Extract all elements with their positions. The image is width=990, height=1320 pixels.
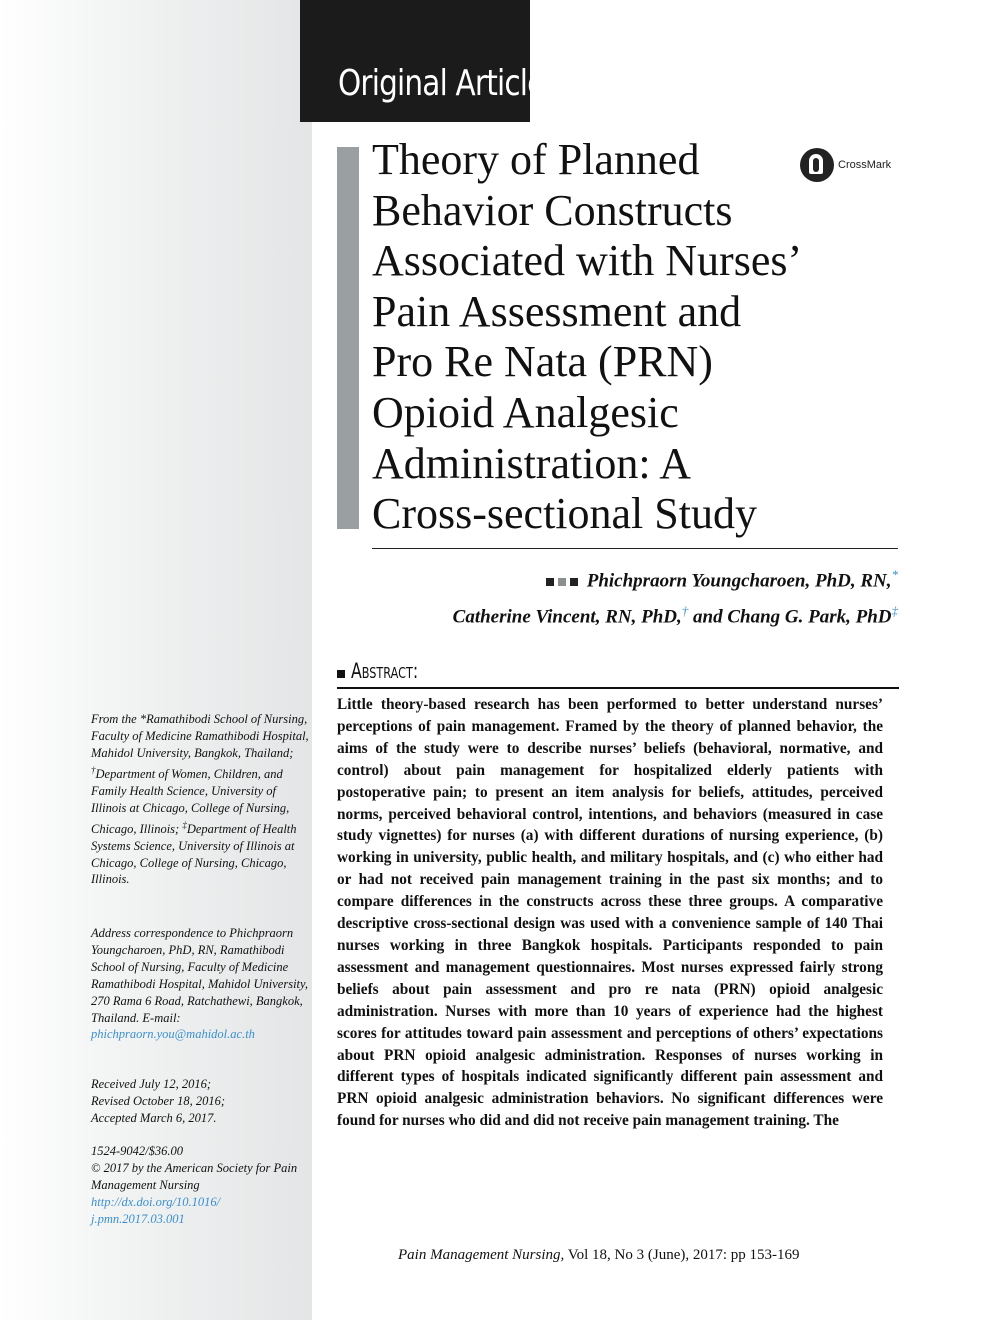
revised-date: Revised October 18, 2016; [91,1093,225,1108]
copyright: © 2017 by the American Society for Pain Management Nursing [91,1160,298,1192]
square-icon [570,578,578,586]
dates-block [91,1076,313,1127]
correspondence-block [91,925,313,1043]
author-line-2 [340,596,898,632]
author-list [340,560,898,633]
affiliation-2-mark: † [91,764,96,775]
title-accent-bar [337,147,359,529]
accepted-date: Accepted March 6, 2017. [91,1110,217,1125]
author-3: Chang G. Park, PhD [727,606,892,628]
affiliation-3: Department of Health Systems Science, University of Illinois at Chicago, College of Nursing, Chicago, Illinois. [91,821,297,887]
affiliations [91,711,313,888]
abstract-heading-label: Abstract: [351,659,419,683]
title-divider [372,548,898,549]
author-line-1 [340,560,898,596]
journal-name: Pain Management Nursing, [398,1247,565,1263]
crossmark-icon [800,148,834,182]
square-icon [558,578,566,586]
article-type-label: Original Article [338,63,545,104]
publication-block [91,1143,313,1228]
journal-citation [398,1247,800,1264]
author-conjunction: and [688,606,728,628]
bullet-icon [337,670,345,678]
abstract-text: Little theory-based research has been performed to better understand nurses’ perceptions of pain management. Framed by the theory of planned behavior, the aims of the study were to describe nurses’ beliefs (behavioral, normative, and control) about pain management for hospitalized elderly patients with postoperative pain; to present an item analysis for beliefs, attitudes, perceived norms, perceived behavioral control, intentions, and behaviors (measured in case study vignettes) for nurses (a) with different durations of nursing experience, (b) working in university, public health, and military hospitals, and (c) who either had or had not received pain management training in the past six months; and to compare differences in the constructs across these three groups. A comparative descriptive cross-sectional design was used with a convenience sample of 140 Thai nurses working in three Bangkok hospitals. Participants responded to pain assessment and management questionnaires. Most nurses expressed fairly strong beliefs about pain assessment and pro re nata (PRN) opioid analgesic administration. Nurses with more than 10 years of experience had the highest scores for attitudes toward pain assessment and perceptions of others’ expectations about PRN opioid analgesic administration. Responses of nurses working in different types of hospitals indicated significantly different pain assessment and PRN opioid analgesic administration behaviors. No significant differences were found for nurses who did and did not receive pain management training. The [337,696,883,1130]
crossmark-label: CrossMark [838,159,892,171]
author-1-mark[interactable]: * [891,567,898,582]
article-type-tag [300,0,545,122]
author-2-mark[interactable]: † [681,603,689,619]
square-icon [546,578,554,586]
affiliation-2: Department of Women, Children, and Family Health Science, University of Illinois at Chicago, College of Nursing, Chicago, Illinois; [91,766,290,836]
article-title: Theory of Planned Behavior Constructs Associated with Nurses’ Pain Assessment and Pro Re Nata (PRN) Opioid Analgesic Administration: A Cross-sectional Study [372,135,799,539]
citation-details: Vol 18, No 3 (June), 2017: pp 153-169 [564,1247,800,1263]
author-1: Phichpraorn Youngcharoen, PhD, RN, [586,570,892,592]
author-2: Catherine Vincent, RN, PhD, [452,606,682,628]
received-date: Received July 12, 2016; [91,1077,212,1091]
affiliation-1: From the *Ramathibodi School of Nursing, Faculty of Medicine Ramathibodi Hospital, Mahidol University, Bangkok, Thailand; [91,712,309,760]
author-3-mark[interactable]: ‡ [891,603,898,619]
doi-link-line-1[interactable]: http://dx.doi.org/10.1016/ [91,1194,221,1209]
abstract-heading [337,659,441,683]
issn: 1524-9042/$36.00 [91,1144,184,1158]
doi-link-line-2[interactable]: j.pmn.2017.03.001 [91,1211,185,1226]
affiliation-3-mark: ‡ [182,819,187,830]
abstract-divider [337,687,899,689]
correspondence-text: Address correspondence to Phichpraorn Youngcharoen, PhD, RN, Ramathibodi School of Nursing, Faculty of Medicine Ramathibodi Hospital, Mahidol University, 270 Rama 6 Road, Ratchathewi, Bangkok, Thailand. E-mail: [91,926,309,1025]
crossmark-badge[interactable] [800,148,891,182]
email-link[interactable]: phichpraorn.you@mahidol.ac.th [91,1027,255,1042]
